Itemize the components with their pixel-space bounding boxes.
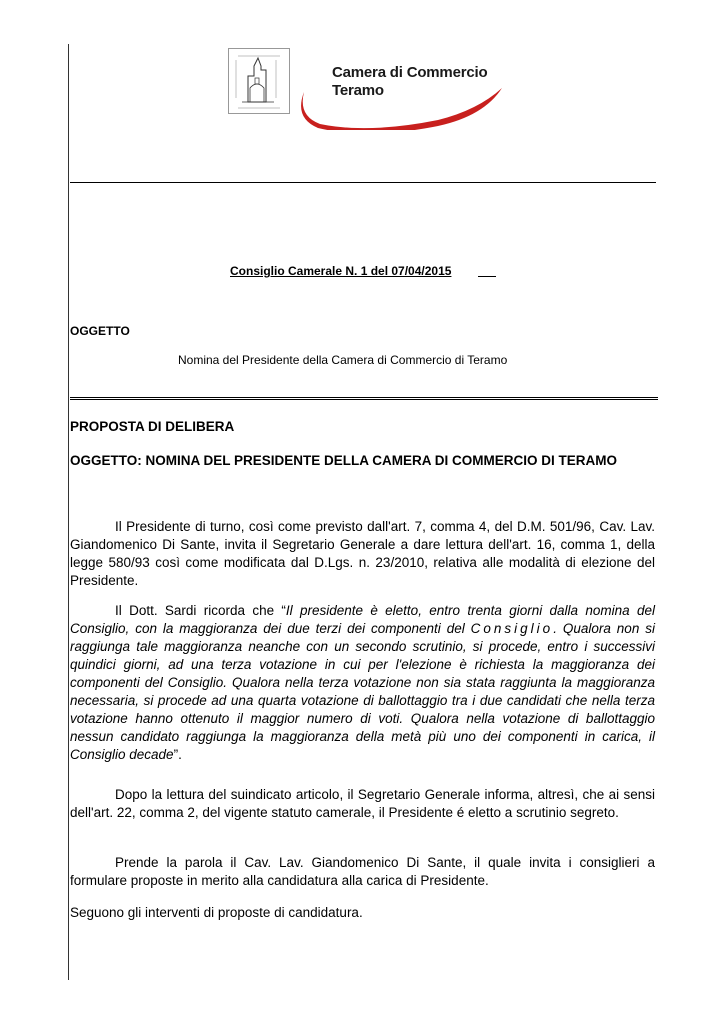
object-heading: OGGETTO: NOMINA DEL PRESIDENTE DELLA CAMERA DI COMMERCIO DI TERAMO bbox=[70, 453, 618, 468]
header-divider bbox=[70, 182, 656, 183]
paragraph-2-end: ”. bbox=[173, 747, 182, 762]
paragraph-4: Prende la parola il Cav. Lav. Giandomenico Di Sante, il quale invita i consiglieri a formulare proposte in merito alla candidatura alla carica di Presidente. bbox=[70, 855, 655, 888]
proposal-title: PROPOSTA DI DELIBERA bbox=[70, 419, 235, 434]
chamber-emblem-icon bbox=[228, 48, 290, 114]
chamber-logo bbox=[228, 48, 518, 132]
red-swoosh-icon bbox=[298, 86, 506, 130]
paragraph-1: Il Presidente di turno, così come previsto dall'art. 7, comma 4, del D.M. 501/96, Cav. Lav. Giandomenico Di Sante, invita il Segretario Generale a dare lettura dell'art. 16, comma 1, della legge 580/93 così come modificata dal D.Lgs. n. 23/2010, relativa alle modalità di elezione del Presidente. bbox=[70, 519, 655, 588]
paragraph-2-quote-a: Il presidente è eletto, entro trenta giorni dalla nomina del Consiglio, con la maggioranza dei due terzi dei componenti del bbox=[70, 603, 655, 636]
paragraph-2-quote-spaced: Consiglio bbox=[470, 621, 554, 636]
meeting-reference: Consiglio Camerale N. 1 del 07/04/2015 bbox=[230, 264, 452, 278]
paragraph-2 bbox=[70, 602, 655, 764]
paragraph-2-lead: Il Dott. Sardi ricorda che “ bbox=[115, 603, 286, 618]
left-margin-rule bbox=[68, 44, 69, 980]
subject-label: OGGETTO bbox=[70, 324, 130, 338]
meeting-underline-tail bbox=[478, 276, 496, 277]
paragraph-2-quote-b: . Qualora non si raggiunga tale maggioranza neanche con un secondo scrutinio, si procede, entro i successivi quindici giorni, ad una terza votazione in cui per l'elezione è richiesta la maggioranza dei componenti del Consiglio. Qualora nella terza votazione non sia stata raggiunta la maggioranza necessaria, si procede ad una quarta votazione di ballottaggio tra i due candidati che nella terza votazione hanno ottenuto il maggior numero di voti. Qualora nella votazione di ballottaggio nessun candidato raggiunga la maggioranza della metà più uno dei componenti in carica, il Consiglio decade bbox=[70, 621, 655, 762]
chamber-name-line-2: Teramo bbox=[332, 82, 384, 99]
chamber-name-line-1: Camera di Commercio bbox=[332, 64, 488, 81]
section-double-divider bbox=[70, 397, 658, 400]
subject-text: Nomina del Presidente della Camera di Commercio di Teramo bbox=[178, 353, 508, 367]
paragraph-5: Seguono gli interventi di proposte di candidatura. bbox=[70, 905, 363, 920]
paragraph-3: Dopo la lettura del suindicato articolo, il Segretario Generale informa, altresì, che ai sensi dell'art. 22, comma 2, del vigente statuto camerale, il Presidente é eletto a scrutinio segreto. bbox=[70, 787, 655, 820]
